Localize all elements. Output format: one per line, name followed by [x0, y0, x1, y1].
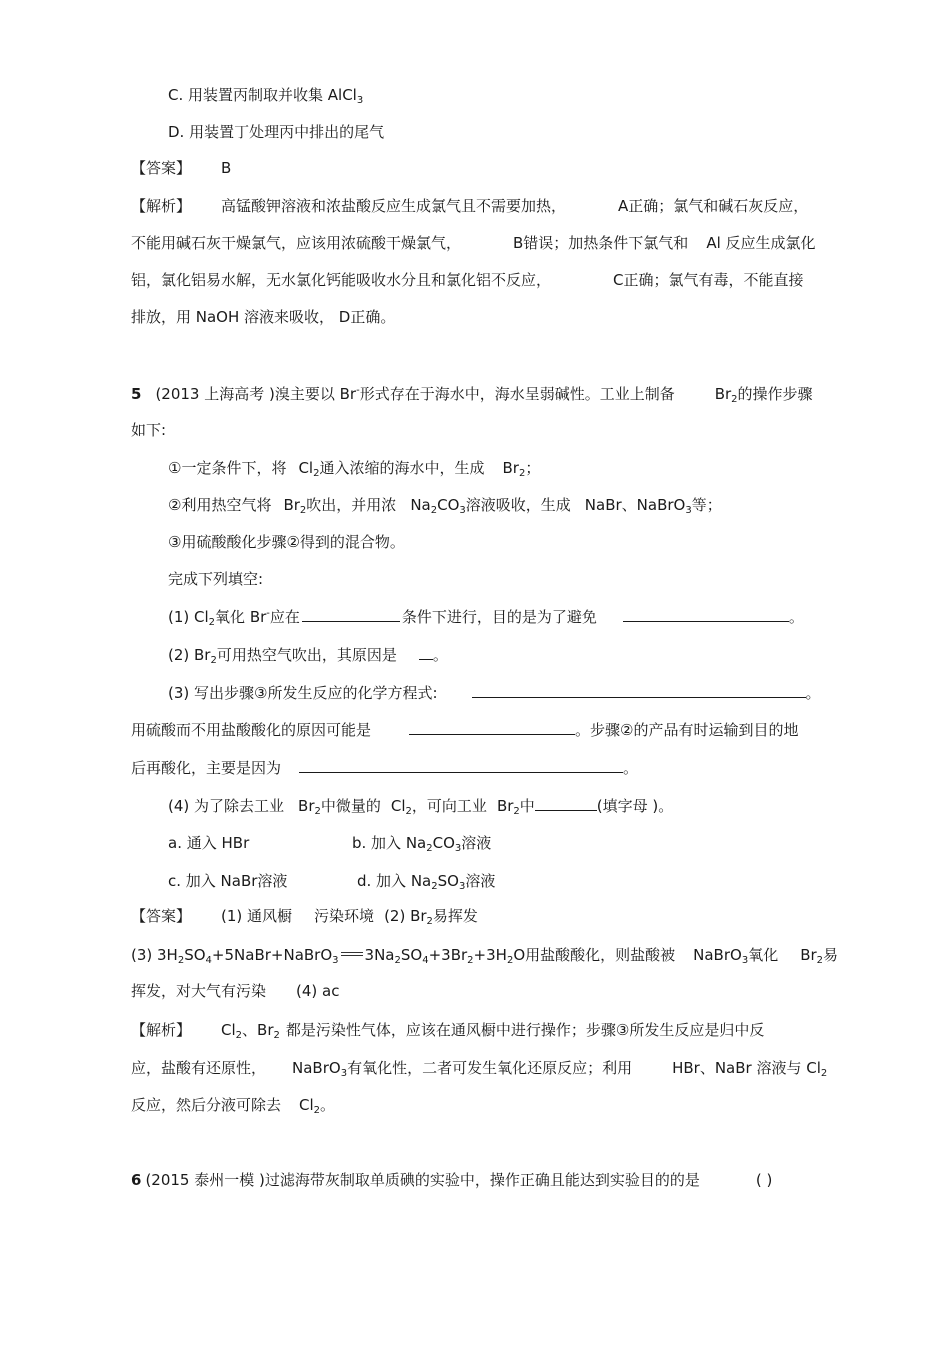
q5-answer-line-1: 【答案】 (1) 通风橱 污染环境 (2) $Br_2$易挥发	[131, 907, 478, 927]
q4-analysis-line-3: 铝，氯化铝易水解，无水氯化钙能吸收水分且和氯化铝不反应， C正确；氯气有毒，不能直接	[131, 271, 804, 289]
q5-stem-line-1: 5 (2013 上海高考 )溴主要以 Br-形式存在于海水中，海水呈弱碱性。工业上制备 $Br_2$的操作步骤	[131, 385, 813, 405]
q5-analysis-line-1: 【解析】 $Cl_2$、$Br_2$ 都是污染性气体，应该在通风橱中进行操作；步骤③所发生反应是归中反	[131, 1021, 765, 1041]
q5-part-3-line-2: 用硫酸而不用盐酸酸化的原因可能是 。步骤②的产品有时运输到目的地	[131, 721, 799, 739]
answer-blank[interactable]	[535, 796, 597, 811]
q5-option-a: a. 通入 HBr	[168, 834, 250, 852]
answer-blank[interactable]	[299, 758, 623, 773]
q4-option-c: C. 用装置丙制取并收集 AlCl$_3$	[168, 86, 364, 106]
q5-answer-line-3: 挥发，对大气有污染 (4) ac	[131, 982, 340, 1000]
q5-step-2: ②利用热空气将 $Br_2$吹出，并用浓 $Na_2CO_3$溶液吸收，生成 NaBr、NaBrO$_3$等；	[168, 496, 722, 516]
q4-analysis-line-2: 不能用碱石灰干燥氯气，应该用浓硫酸干燥氯气， B错误；加热条件下氯气和 Al 反应生成氯化	[131, 234, 816, 252]
q4-option-d: D. 用装置丁处理丙中排出的尾气	[168, 123, 385, 141]
equals-sign	[341, 952, 363, 956]
q4-answer: 【答案】 B	[131, 159, 232, 177]
answer-blank[interactable]	[472, 683, 806, 698]
q5-option-d: d. 加入 $Na_2SO_3$溶液	[357, 872, 496, 892]
q5-answer-equation: (3) $3H_2SO_4+5NaBr+NaBrO_3$ $3Na_2SO_4+3Br_2+3H_2O$用盐酸酸化，则盐酸被 NaBrO$_3$氧化 $Br_2$易	[131, 946, 839, 966]
q5-part-3: (3) 写出步骤③所发生反应的化学方程式: 。	[168, 684, 821, 702]
q6-stem: 6 (2015 泰州一模 )过滤海带灰制取单质碘的实验中，操作正确且能达到实验目的的是 ( )	[131, 1171, 773, 1189]
q5-analysis-line-3: 反应，然后分液可除去 $Cl_2$。	[131, 1096, 336, 1116]
q5-part-2: (2) $Br_2$可用热空气吹出，其原因是 。	[168, 646, 448, 666]
q5-fill-prompt: 完成下列填空:	[168, 570, 264, 588]
answer-blank[interactable]	[623, 607, 789, 622]
q5-option-c: c. 加入 NaBr溶液	[168, 872, 288, 890]
q5-part-1: (1) $Cl_2$氧化 Br-应在 条件下进行，目的是为了避免 。	[168, 608, 804, 628]
q5-part-3-line-3: 后再酸化，主要是因为 。	[131, 759, 639, 777]
q5-step-3: ③用硫酸酸化步骤②得到的混合物。	[168, 533, 405, 551]
answer-blank[interactable]	[409, 720, 575, 735]
q5-stem-line-2: 如下:	[131, 421, 167, 439]
q5-part-4: (4) 为了除去工业 $Br_2$中微量的 $Cl_2$，可向工业 $Br_2$中 (填字母 )。	[168, 797, 674, 817]
answer-blank[interactable]	[302, 607, 400, 622]
q5-analysis-line-2: 应，盐酸有还原性， NaBrO$_3$有氧化性，二者可发生氧化还原反应；利用 HBr、NaBr 溶液与 $Cl_2$	[131, 1059, 828, 1079]
q5-option-b: b. 加入 $Na_2CO_3$溶液	[352, 834, 492, 854]
q4-analysis-line-1: 【解析】 高锰酸钾溶液和浓盐酸反应生成氯气且不需要加热， A正确；氯气和碱石灰反应，	[131, 197, 809, 215]
q4-analysis-line-4: 排放，用 NaOH 溶液来吸收， D正确。	[131, 308, 396, 326]
q5-step-1: ①一定条件下，将 $Cl_2$通入浓缩的海水中，生成 $Br_2$；	[168, 459, 541, 479]
answer-blank[interactable]	[419, 645, 433, 660]
